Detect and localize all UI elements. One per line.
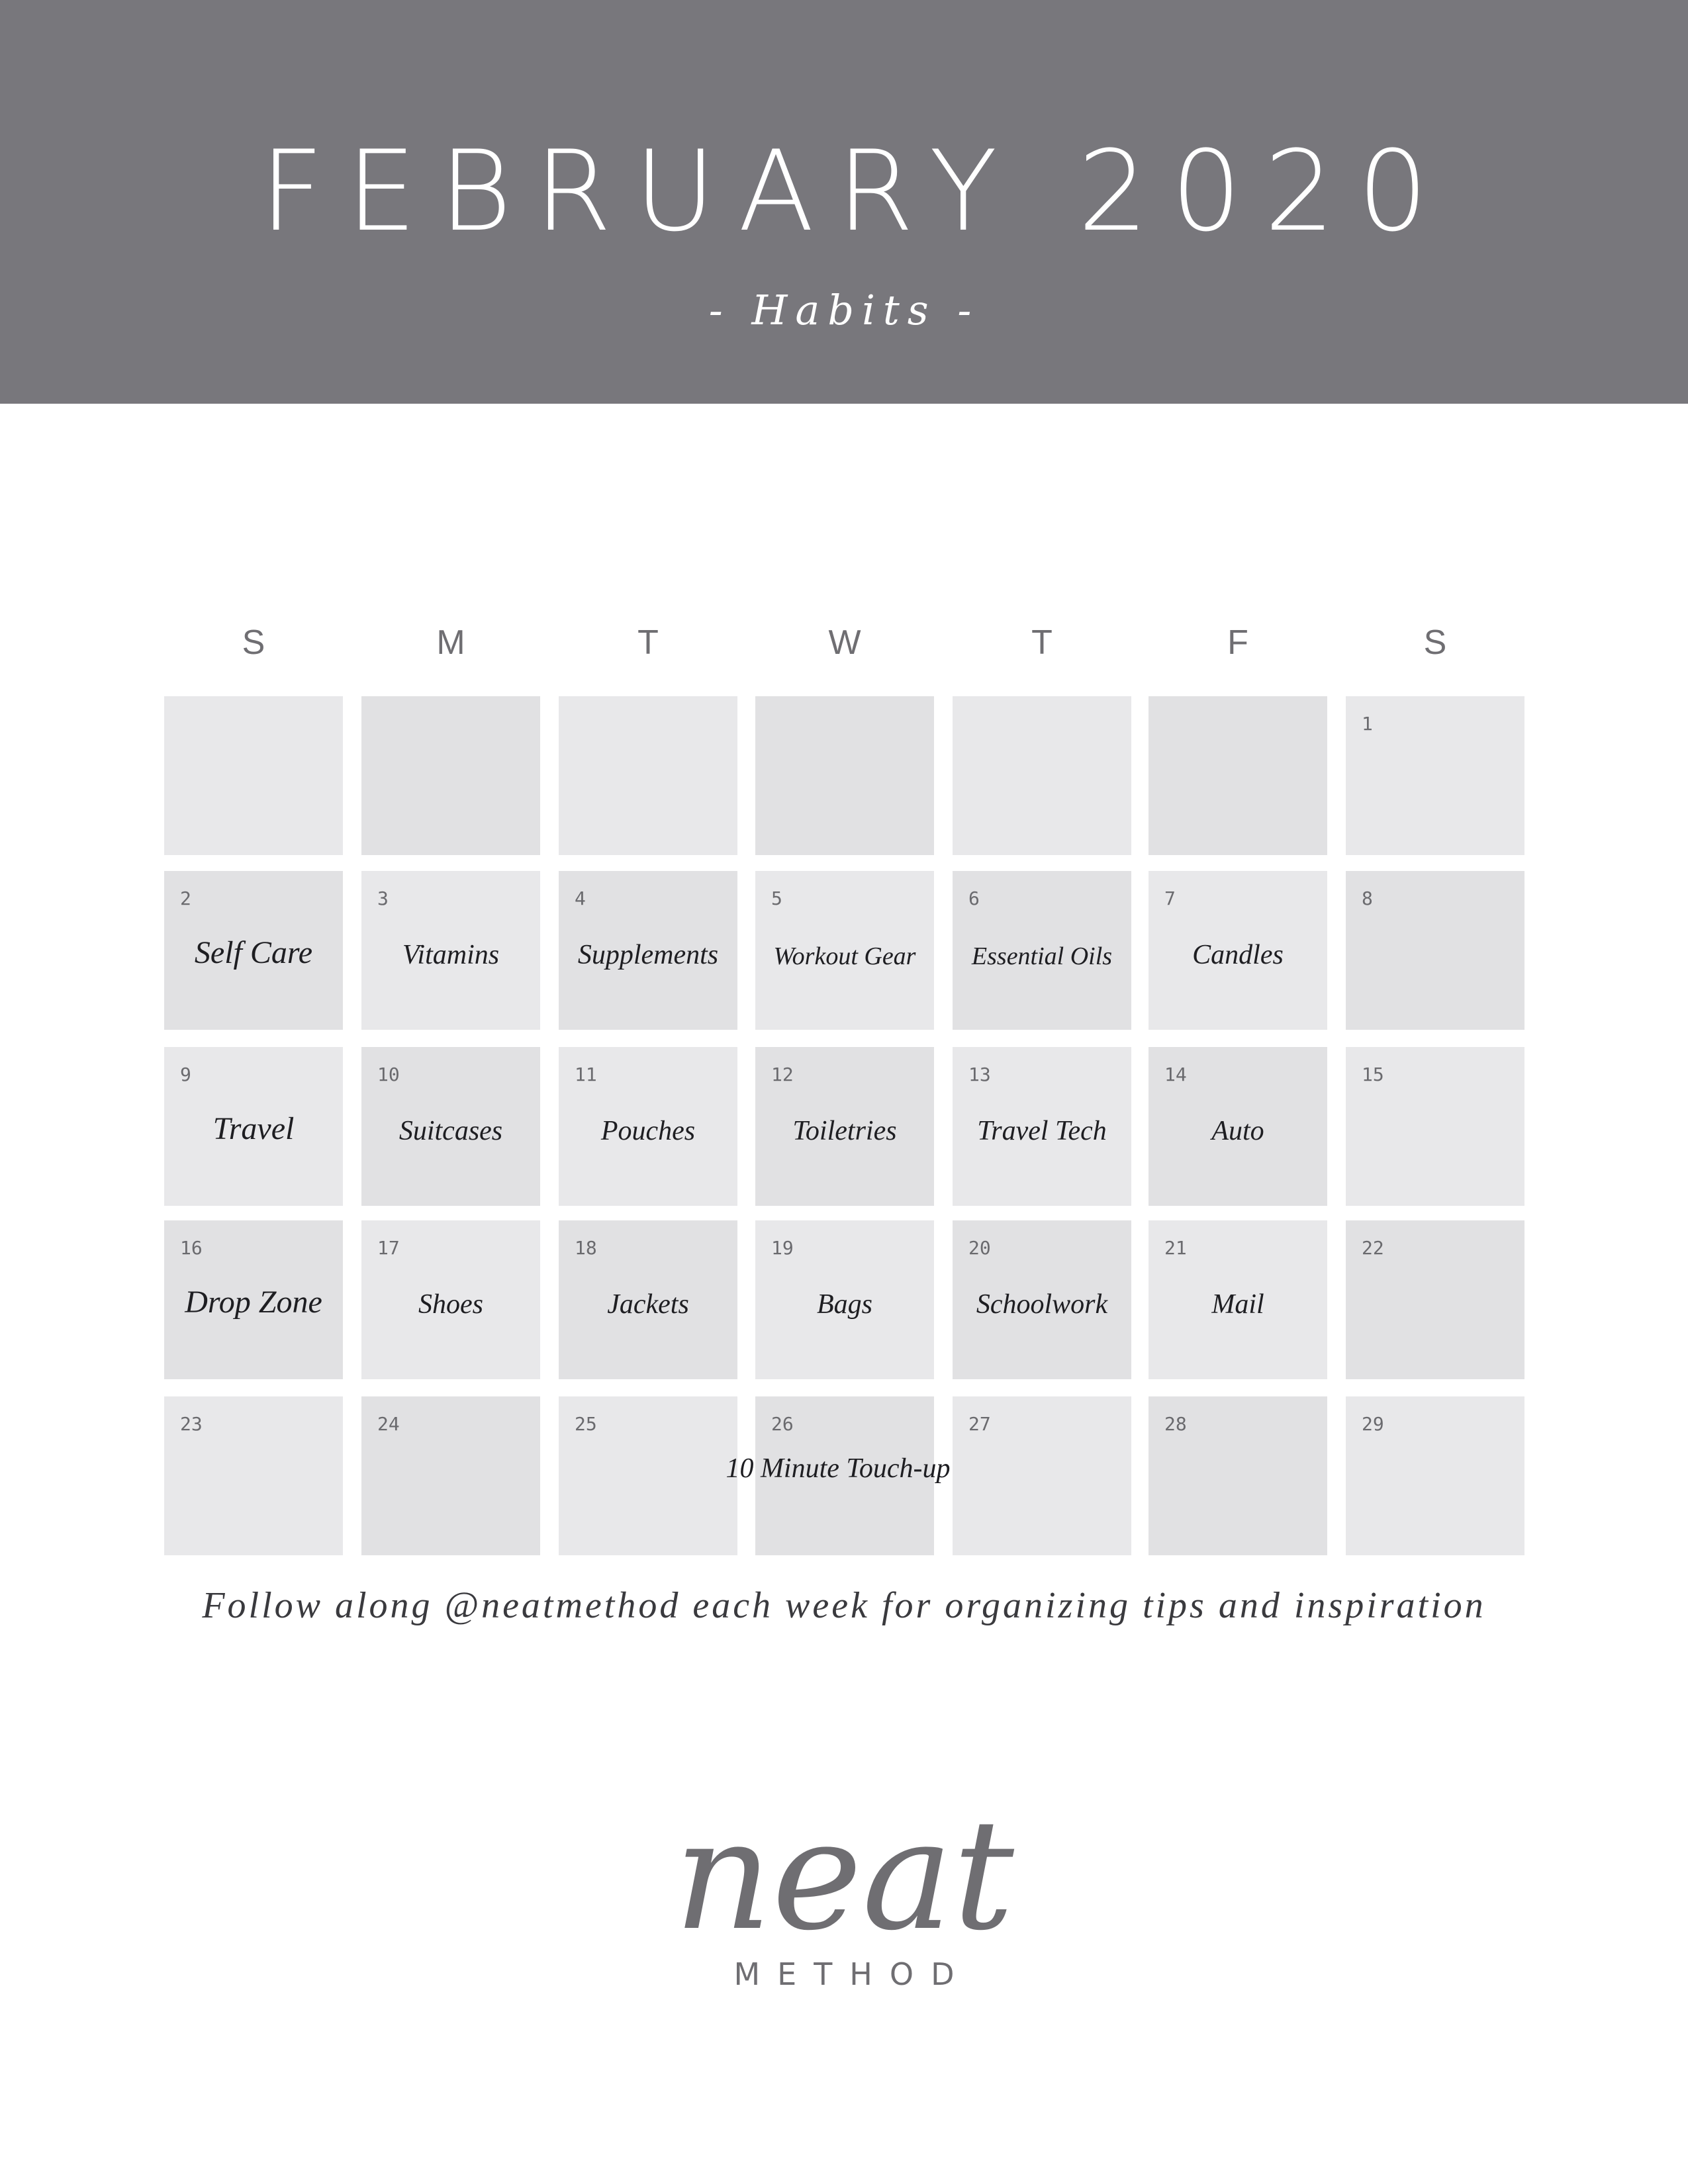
weekday-header: S	[1423, 623, 1447, 662]
day-number: 22	[1362, 1237, 1384, 1259]
day-number: 27	[968, 1413, 991, 1435]
habit-label: Travel	[212, 1111, 295, 1146]
calendar-day-cell	[559, 871, 737, 1030]
day-number: 11	[575, 1064, 597, 1085]
calendar-day-cell	[1149, 1396, 1327, 1555]
calendar-day-cell	[361, 1220, 540, 1379]
day-number: 15	[1362, 1064, 1384, 1085]
calendar-day-cell	[755, 696, 934, 855]
calendar-day-cell	[1346, 1220, 1524, 1379]
habit-label: Schoolwork	[976, 1289, 1108, 1320]
habit-label: Vitamins	[402, 940, 500, 970]
calendar-day-cell	[953, 1047, 1131, 1206]
day-number: 2	[180, 887, 191, 909]
habit-label: Mail	[1211, 1289, 1264, 1320]
day-number: 12	[771, 1064, 794, 1085]
calendar-day-cell	[953, 871, 1131, 1030]
day-number: 7	[1164, 887, 1176, 909]
day-number: 28	[1164, 1413, 1187, 1435]
calendar-day-cell	[953, 1220, 1131, 1379]
day-number: 16	[180, 1237, 203, 1259]
calendar-day-cell	[1346, 696, 1524, 855]
page-title: FEBRUARY 2020	[259, 126, 1451, 256]
calendar-day-cell	[164, 696, 343, 855]
day-number: 13	[968, 1064, 991, 1085]
day-number: 20	[968, 1237, 991, 1259]
header-banner	[0, 0, 1688, 404]
follow-text: Follow along @neatmethod each week for organizing tips and inspiration	[202, 1585, 1486, 1626]
calendar-day-cell	[755, 1047, 934, 1206]
weekday-header: F	[1227, 623, 1248, 662]
calendar-day-cell	[559, 1047, 737, 1206]
habit-label: Drop Zone	[185, 1285, 322, 1320]
calendar-day-cell	[559, 1220, 737, 1379]
habit-label: Pouches	[600, 1116, 696, 1146]
habit-label: Jackets	[607, 1289, 689, 1320]
calendar-day-cell	[755, 1220, 934, 1379]
day-number: 10	[377, 1064, 400, 1085]
weekday-header: W	[828, 623, 861, 662]
calendar-day-cell	[164, 1220, 343, 1379]
day-number: 26	[771, 1413, 794, 1435]
logo-subtitle: METHOD	[733, 1956, 972, 1992]
day-number: 8	[1362, 887, 1373, 909]
page-subtitle: - Habits -	[708, 286, 980, 334]
calendar-day-cell	[164, 871, 343, 1030]
day-number: 25	[575, 1413, 597, 1435]
weekday-header: T	[637, 623, 659, 662]
day-number: 19	[771, 1237, 794, 1259]
day-number: 24	[377, 1413, 400, 1435]
calendar-day-cell	[1149, 696, 1327, 855]
day-number: 18	[575, 1237, 597, 1259]
day-number: 29	[1362, 1413, 1384, 1435]
habit-label: Workout Gear	[773, 942, 916, 970]
habit-label: Self Care	[194, 935, 313, 970]
logo-wordmark: neat	[674, 1788, 1014, 1964]
day-number: 3	[377, 887, 389, 909]
weekday-header: S	[242, 623, 265, 662]
calendar-day-cell	[559, 696, 737, 855]
habit-label: Toiletries	[792, 1116, 897, 1146]
day-number: 6	[968, 887, 980, 909]
day-number: 21	[1164, 1237, 1187, 1259]
habit-label: Suitcases	[399, 1116, 503, 1146]
calendar-day-cell	[164, 1047, 343, 1206]
calendar-day-cell	[1346, 1396, 1524, 1555]
calendar-day-cell	[361, 696, 540, 855]
day-number: 5	[771, 887, 782, 909]
habit-label: Supplements	[577, 940, 719, 970]
calendar-day-cell	[164, 1396, 343, 1555]
weekday-header: M	[436, 623, 465, 662]
day-number: 4	[575, 887, 586, 909]
habit-label: Candles	[1192, 940, 1284, 970]
calendar-day-cell	[1149, 1220, 1327, 1379]
habit-label: Bags	[817, 1289, 872, 1320]
calendar-day-cell	[1346, 1047, 1524, 1206]
weekday-header: T	[1031, 623, 1053, 662]
calendar-day-cell	[953, 696, 1131, 855]
day-number: 9	[180, 1064, 191, 1085]
habit-label: Shoes	[418, 1289, 483, 1320]
calendar-day-cell	[1149, 1047, 1327, 1206]
day-number: 23	[180, 1413, 203, 1435]
day-number: 1	[1362, 713, 1373, 735]
calendar-day-cell	[755, 871, 934, 1030]
calendar-day-cell	[1346, 871, 1524, 1030]
day-number: 14	[1164, 1064, 1187, 1085]
calendar-day-cell	[361, 1047, 540, 1206]
calendar-day-cell	[361, 871, 540, 1030]
habit-label: Travel Tech	[977, 1116, 1107, 1146]
habit-label: Auto	[1211, 1116, 1264, 1146]
spanning-habit-label: 10 Minute Touch-up	[726, 1453, 951, 1484]
day-number: 17	[377, 1237, 400, 1259]
habit-label: Essential Oils	[971, 942, 1113, 970]
calendar-day-cell	[361, 1396, 540, 1555]
calendar-day-cell	[1149, 871, 1327, 1030]
